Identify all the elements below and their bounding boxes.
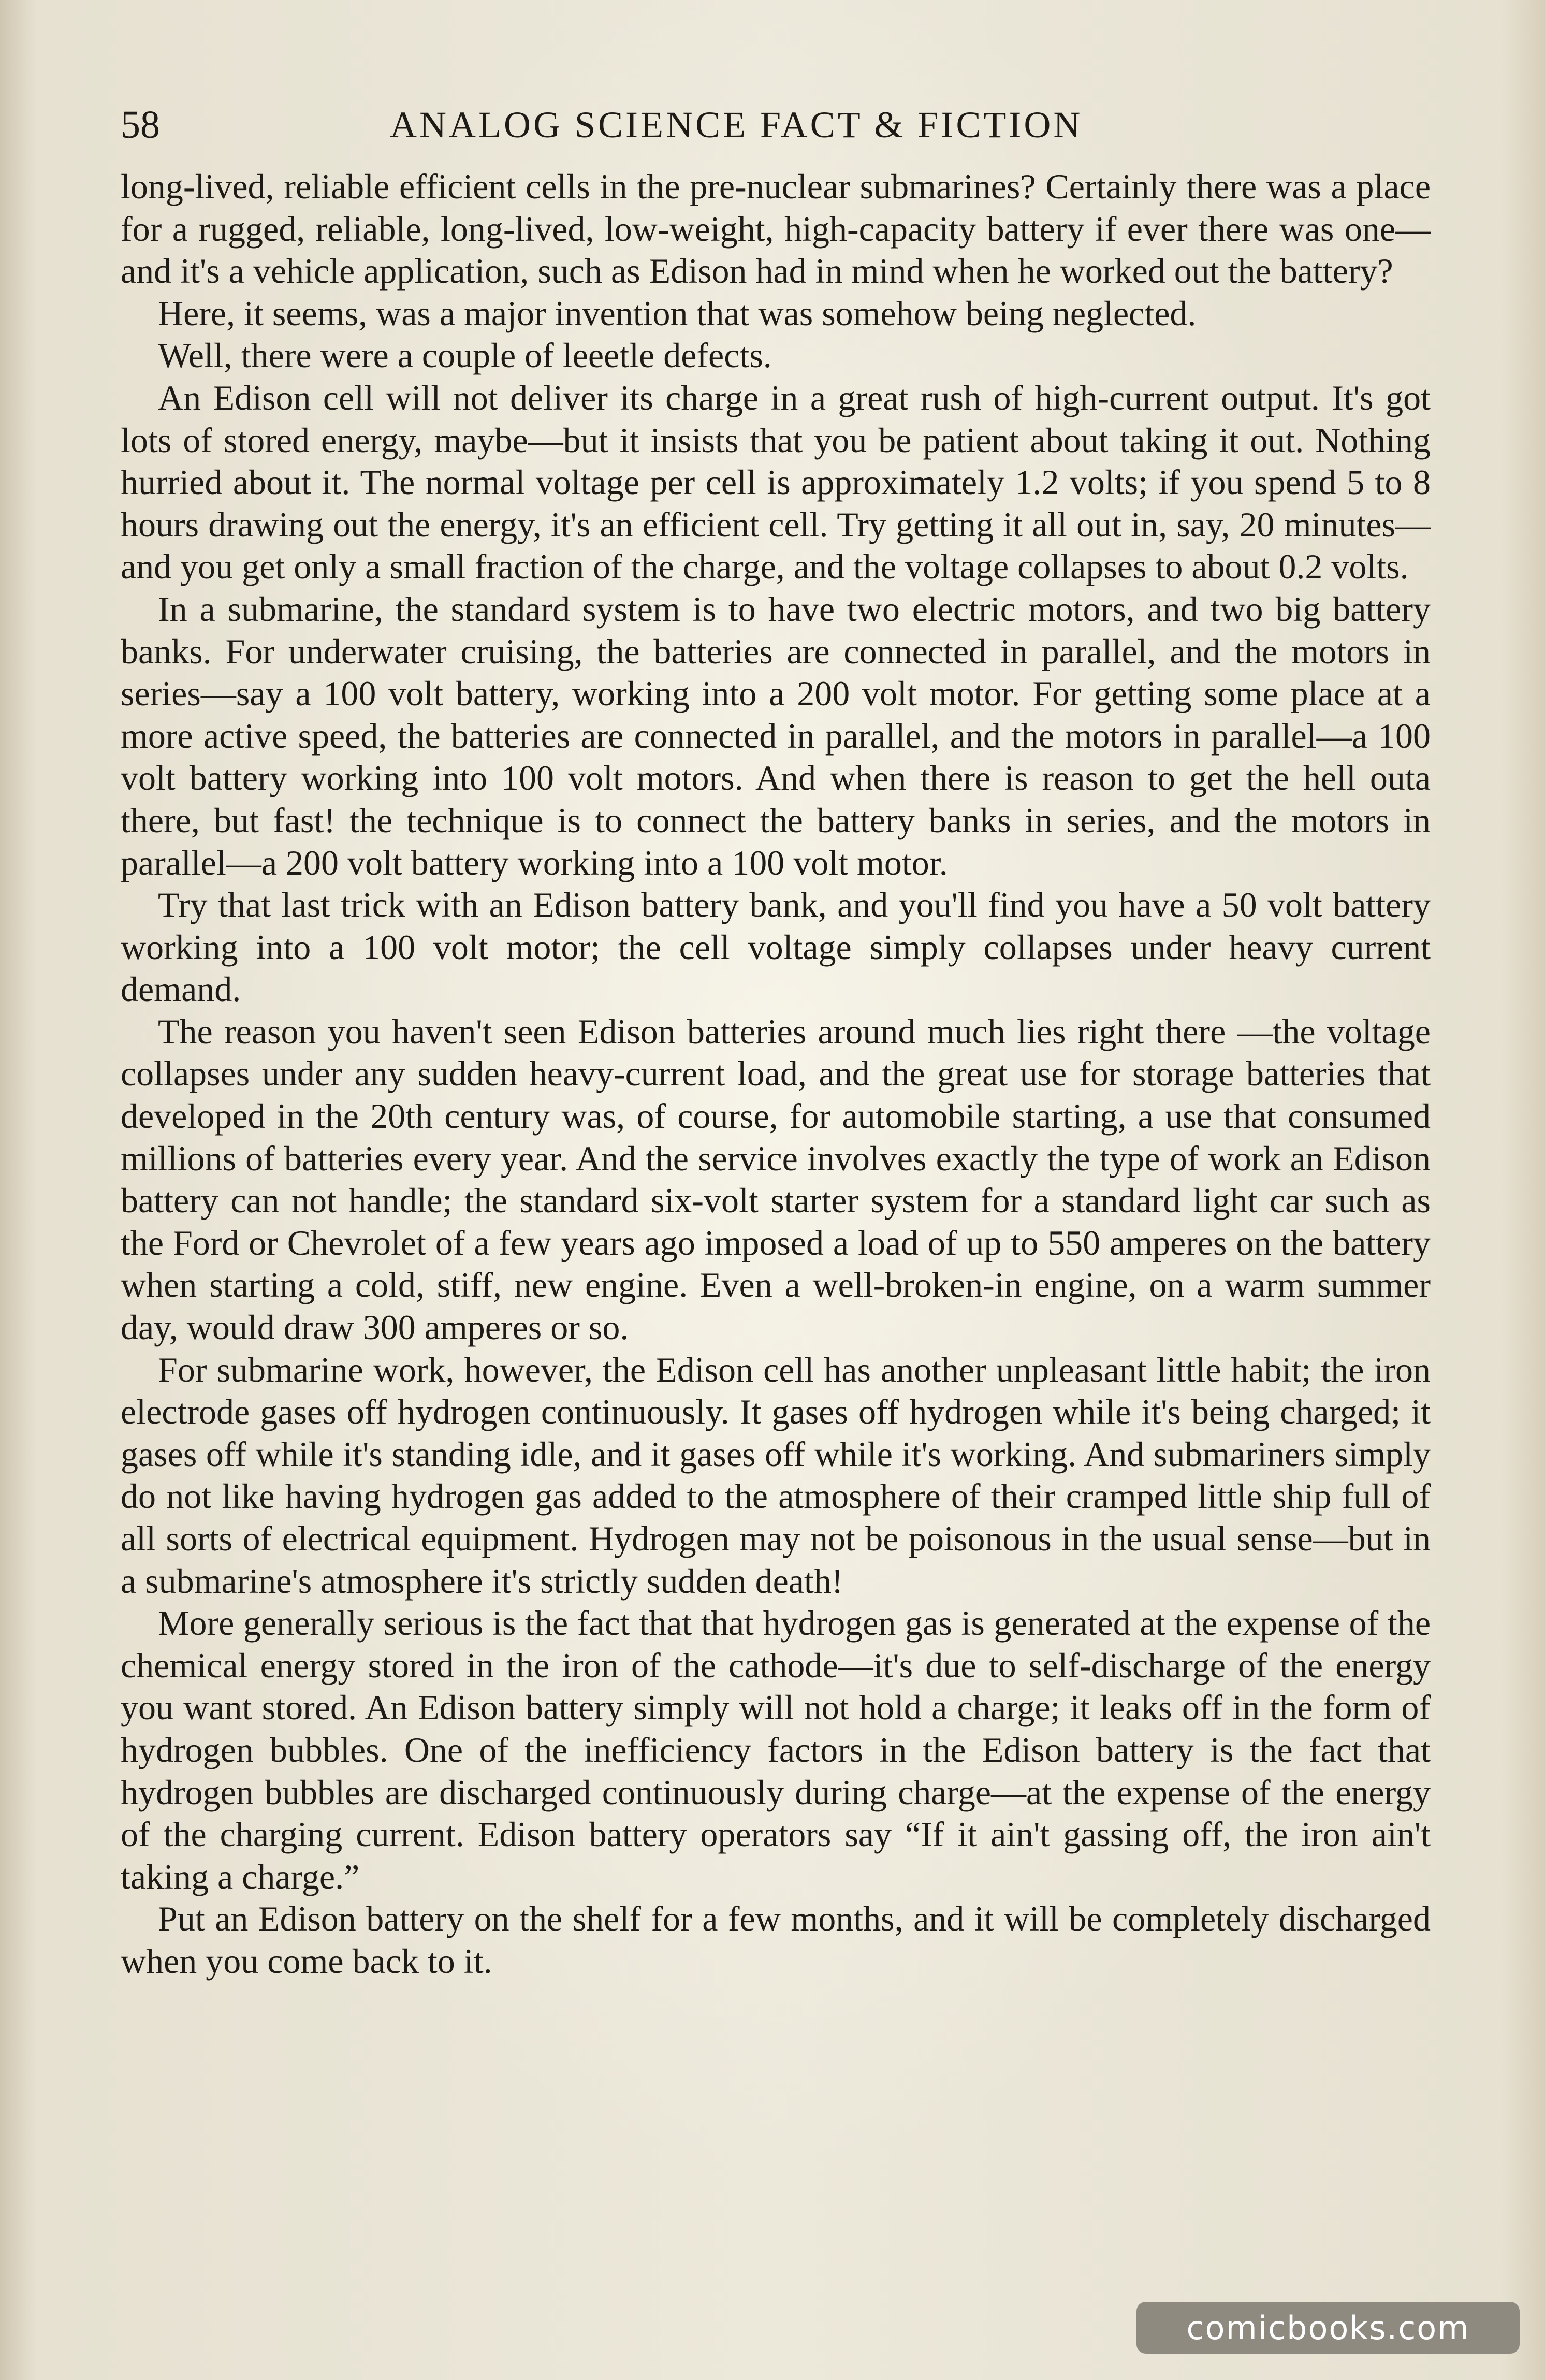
paragraph-10: Put an Edison battery on the shelf for a few months, and it will be completely discharged when you come back to it. xyxy=(121,1899,1431,1981)
page-number: 58 xyxy=(121,103,160,147)
paragraph-2: Here, it seems, was a major invention that was somehow being neglected. xyxy=(158,293,1197,333)
watermark-text: comicbooks.com xyxy=(1186,2309,1470,2347)
paragraph-8: For submarine work, however, the Edison cell has another unpleasant little habit; the iron electrode gases off hydrogen continuously. It gases off hydrogen while it's being charged; it gases off while it's standing idle, and it gases off while it's working. And submariners simply do not like having hydrogen gas added to the atmosphere of their cramped little ship full of all sorts of electrical equipment. Hydrogen may not be poisonous in the usual sense—but in a submarine's atmosphere it's strictly sudden death! xyxy=(121,1349,1431,1601)
watermark-badge xyxy=(1136,2302,1520,2354)
paragraph-1: long-lived, reliable efficient cells in the pre-nuclear submarines? Certainly there was a place for a rugged, reliable, long-lived, low-weight, high-capacity battery if ever there was one—and it's a vehicle application, such as Edison had in mind when he worked out the battery? xyxy=(121,167,1431,291)
running-title: ANALOG SCIENCE FACT & FICTION xyxy=(390,104,1083,146)
page-header xyxy=(121,96,1141,153)
paragraph-3: Well, there were a couple of leeetle defects. xyxy=(158,336,772,375)
paragraph-4: An Edison cell will not deliver its charge in a great rush of high-current output. It's got lots of stored energy, maybe—but it insists that you be patient about taking it out. Nothing hurried about it. The normal voltage per cell is approximately 1.2 volts; if you spend 5 to 8 hours drawing out the energy, it's an efficient cell. Try getting it all out in, say, 20 minutes—and you get only a small fraction of the charge, and the voltage collapses to about 0.2 volts. xyxy=(121,378,1431,587)
paragraph-6: Try that last trick with an Edison battery bank, and you'll find you have a 50 volt battery working into a 100 volt motor; the cell voltage simply collapses under heavy current demand. xyxy=(121,885,1431,1009)
paragraph-9: More generally serious is the fact that that hydrogen gas is generated at the expense of the chemical energy stored in the iron of the cathode—it's due to self-discharge of the energy you want stored. An Edison battery simply will not hold a charge; it leaks off in the form of hydrogen bubbles. One of the inefficiency factors in the Edison battery is the fact that hydrogen bubbles are discharged continuously during charge—at the expense of the energy of the charging current. Edison battery operators say “If it ain't gassing off, the iron ain't taking a charge.” xyxy=(121,1603,1431,1896)
paragraph-5: In a submarine, the standard system is to have two electric motors, and two big battery banks. For underwater cruising, the batteries are connected in parallel, and the motors in series—say a 100 volt battery, working into a 200 volt motor. For getting some place at a more active speed, the batteries are connected in parallel, and the motors in parallel—a 100 volt battery working into 100 volt motors. And when there is reason to get the hell outa there, but fast! the technique is to connect the battery banks in series, and the motors in parallel—a 200 volt battery working into a 100 volt motor. xyxy=(121,589,1431,882)
article-body xyxy=(121,166,1431,1983)
paragraph-7: The reason you haven't seen Edison batteries around much lies right there —the voltage collapses under any sudden heavy-current load, and the great use for storage batteries that developed in the 20th century was, of course, for automobile starting, a use that consumed millions of batteries every year. And the service involves exactly the type of work an Edison battery can not handle; the standard six-volt starter system for a standard light car such as the Ford or Chevrolet of a few years ago imposed a load of up to 550 amperes on the battery when starting a cold, stiff, new engine. Even a well-broken-in engine, on a warm summer day, would draw 300 amperes or so. xyxy=(121,1011,1431,1347)
